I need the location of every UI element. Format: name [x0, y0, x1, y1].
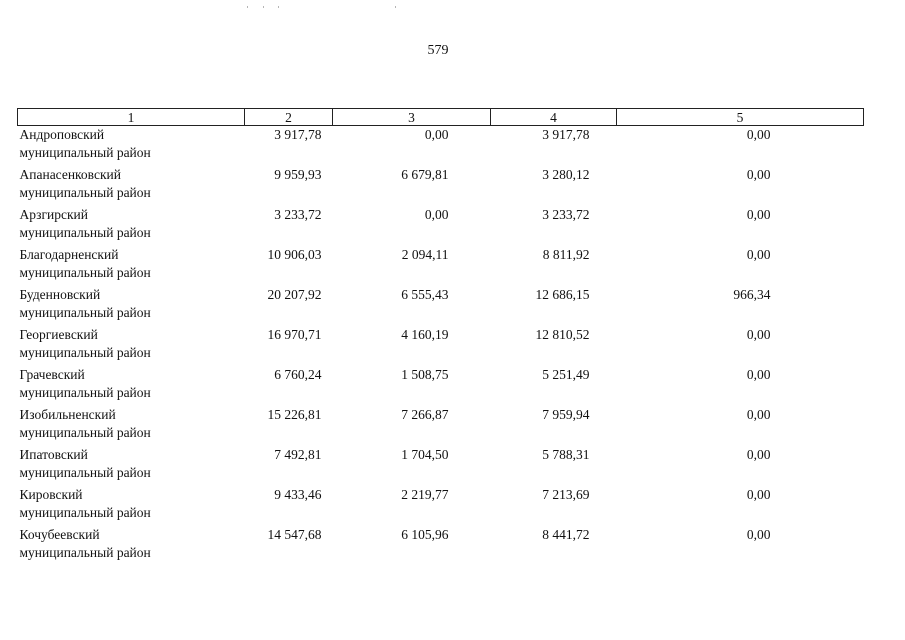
district-type: муниципальный район — [19, 265, 151, 280]
table-row — [18, 126, 864, 167]
district-name-cell — [18, 366, 245, 406]
value-cell-col-2: 15 226,81 — [267, 407, 322, 422]
scan-speck — [263, 6, 264, 8]
table-row — [18, 206, 864, 246]
value-cell-col-4: 3 280,12 — [542, 167, 590, 182]
table-row — [18, 366, 864, 406]
scan-speck — [247, 6, 248, 8]
table-row — [18, 246, 864, 286]
table-row — [18, 406, 864, 446]
value-cell-col-3: 1 508,75 — [401, 367, 449, 382]
value-cell-col-5: 0,00 — [746, 207, 771, 222]
page-number: 579 — [427, 43, 449, 58]
district-name-cell — [18, 166, 245, 206]
value-cell-col-2: 10 906,03 — [267, 247, 322, 262]
header-row — [18, 109, 864, 126]
district-name-cell — [18, 406, 245, 446]
value-cell-col-4: 12 686,15 — [535, 287, 590, 302]
district-name-cell — [18, 526, 245, 566]
district-name: Кочубеевский — [19, 527, 100, 542]
data-table — [17, 108, 864, 566]
district-name-cell — [18, 246, 245, 286]
value-cell-col-4: 5 251,49 — [542, 367, 590, 382]
district-name: Ипатовский — [19, 447, 88, 462]
value-cell-col-2: 14 547,68 — [267, 527, 322, 542]
district-type: муниципальный район — [19, 385, 151, 400]
district-name: Кировский — [19, 487, 83, 502]
value-cell-col-5: 0,00 — [746, 127, 771, 142]
value-cell-col-3: 4 160,19 — [401, 327, 449, 342]
value-cell-col-3: 0,00 — [424, 207, 449, 222]
value-cell-col-2: 20 207,92 — [267, 287, 322, 302]
value-cell-col-3: 2 219,77 — [401, 487, 449, 502]
value-cell-col-3: 2 094,11 — [401, 247, 449, 262]
district-name-cell — [18, 486, 245, 526]
value-cell-col-4: 8 811,92 — [542, 247, 590, 262]
value-cell-col-2: 6 760,24 — [274, 367, 322, 382]
district-type: муниципальный район — [19, 345, 151, 360]
value-cell-col-4: 3 233,72 — [542, 207, 590, 222]
district-name-cell — [18, 206, 245, 246]
district-type: муниципальный район — [19, 465, 151, 480]
district-name: Андроповский — [19, 127, 105, 142]
district-name: Буденновский — [19, 287, 101, 302]
district-type: муниципальный район — [19, 305, 151, 320]
value-cell-col-2: 7 492,81 — [274, 447, 322, 462]
district-name-cell — [18, 446, 245, 486]
column-header-2: 2 — [245, 109, 333, 126]
value-cell-col-4: 5 788,31 — [542, 447, 590, 462]
value-cell-col-3: 6 105,96 — [401, 527, 449, 542]
value-cell-col-2: 16 970,71 — [267, 327, 322, 342]
table-row — [18, 286, 864, 326]
value-cell-col-5: 0,00 — [746, 447, 771, 462]
district-name-cell — [18, 126, 245, 167]
district-type: муниципальный район — [19, 425, 151, 440]
value-cell-col-5: 0,00 — [746, 247, 771, 262]
value-cell-col-5: 0,00 — [746, 367, 771, 382]
district-type: муниципальный район — [19, 545, 151, 560]
district-name: Георгиевский — [19, 327, 98, 342]
district-name: Арзгирский — [19, 207, 89, 222]
value-cell-col-3: 7 266,87 — [401, 407, 449, 422]
district-name: Грачевский — [19, 367, 85, 382]
column-header-1: 1 — [18, 109, 245, 126]
district-type: муниципальный район — [19, 225, 151, 240]
district-name-cell — [18, 326, 245, 366]
table-body — [18, 126, 864, 567]
district-name: Изобильненский — [19, 407, 116, 422]
value-cell-col-3: 0,00 — [424, 127, 449, 142]
value-cell-col-2: 3 917,78 — [274, 127, 322, 142]
column-header-4: 4 — [491, 109, 617, 126]
value-cell-col-4: 8 441,72 — [542, 527, 590, 542]
value-cell-col-5: 0,00 — [746, 487, 771, 502]
table-row — [18, 326, 864, 366]
value-cell-col-4: 7 959,94 — [542, 407, 590, 422]
value-cell-col-3: 6 679,81 — [401, 167, 449, 182]
value-cell-col-2: 9 959,93 — [274, 167, 322, 182]
scan-speck — [395, 6, 396, 8]
district-name: Благодарненский — [19, 247, 119, 262]
district-type: муниципальный район — [19, 145, 151, 160]
column-header-3: 3 — [333, 109, 491, 126]
value-cell-col-4: 7 213,69 — [542, 487, 590, 502]
value-cell-col-5: 0,00 — [746, 167, 771, 182]
value-cell-col-2: 3 233,72 — [274, 207, 322, 222]
value-cell-col-4: 3 917,78 — [542, 127, 590, 142]
district-type: муниципальный район — [19, 505, 151, 520]
value-cell-col-5: 0,00 — [746, 527, 771, 542]
table-row — [18, 446, 864, 486]
column-header-5: 5 — [617, 109, 864, 126]
scan-artifacts — [245, 6, 405, 10]
value-cell-col-5: 966,34 — [733, 287, 771, 302]
scan-speck — [278, 6, 279, 8]
district-type: муниципальный район — [19, 185, 151, 200]
value-cell-col-3: 6 555,43 — [401, 287, 449, 302]
table-row — [18, 486, 864, 526]
value-cell-col-5: 0,00 — [746, 327, 771, 342]
value-cell-col-2: 9 433,46 — [274, 487, 322, 502]
district-name: Апанасенковский — [19, 167, 121, 182]
table-row — [18, 526, 864, 566]
value-cell-col-4: 12 810,52 — [535, 327, 590, 342]
table-row — [18, 166, 864, 206]
value-cell-col-5: 0,00 — [746, 407, 771, 422]
value-cell-col-3: 1 704,50 — [401, 447, 449, 462]
district-name-cell — [18, 286, 245, 326]
